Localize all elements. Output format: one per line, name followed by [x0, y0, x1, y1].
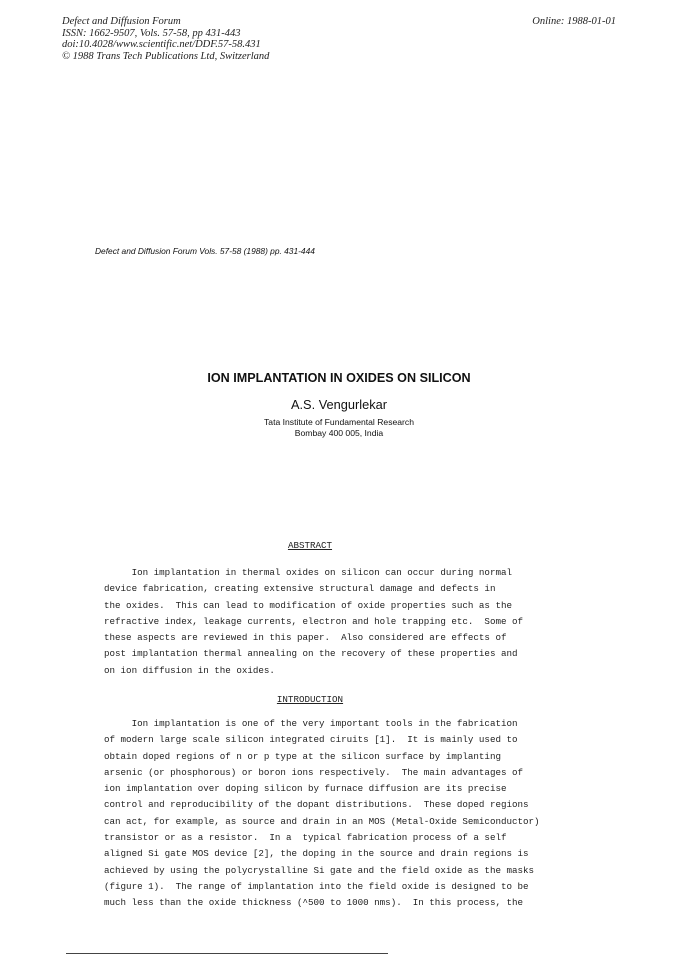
paper-title: ION IMPLANTATION IN OXIDES ON SILICON: [207, 371, 471, 385]
text-line: ion implantation over doping silicon by furnace diffusion are its precise: [104, 783, 507, 795]
text-line: can act, for example, as source and drain in an MOS (Metal-Oxide Semiconductor): [104, 815, 540, 827]
text-line: control and reproducibility of the dopant distributions. These doped regions: [104, 799, 529, 811]
text-line: aligned Si gate MOS device [2], the doping in the source and drain regions is: [104, 848, 529, 860]
footer-divider: [66, 953, 388, 954]
text-line: post implantation thermal annealing on the recovery of these properties and: [104, 648, 518, 660]
affiliation-location: Bombay 400 005, India: [294, 428, 384, 438]
text-line: on ion diffusion in the oxides.: [104, 664, 275, 676]
text-line: obtain doped regions of n or p type at the silicon surface by implanting: [104, 750, 501, 762]
author-name: A.S. Vengurlekar: [290, 397, 388, 412]
issn-line: ISSN: 1662-9507, Vols. 57-58, pp 431-443: [62, 27, 241, 39]
text-line: arsenic (or phosphorous) or boron ions respectively. The main advantages of: [104, 766, 524, 778]
doi-line[interactable]: doi:10.4028/www.scientific.net/DDF.57-58.431: [62, 39, 261, 51]
text-line: refractive index, leakage currents, electron and hole trapping etc. Some of: [104, 615, 524, 627]
journal-name: Defect and Diffusion Forum: [62, 16, 181, 27]
text-line: much less than the oxide thickness (^500 to 1000 nms). In this process, the: [104, 897, 524, 909]
author-affiliation: [0, 417, 678, 439]
text-line: transistor or as a resistor. In a typical fabrication process of a self: [104, 832, 507, 844]
text-line: (figure 1). The range of implantation into the field oxide is designed to be: [104, 880, 529, 892]
journal-reference: Defect and Diffusion Forum Vols. 57-58 (1988) pp. 431-444: [95, 246, 315, 256]
online-date: Online: 1988-01-01: [532, 16, 616, 27]
introduction-text: [104, 716, 540, 912]
affiliation-institute: Tata Institute of Fundamental Research: [264, 417, 414, 427]
abstract-text: [104, 565, 523, 679]
text-line: achieved by using the polycrystalline Si gate and the field oxide as the masks: [104, 864, 535, 876]
text-line: device fabrication, creating extensive structural damage and defects in: [104, 583, 496, 595]
abstract-heading: ABSTRACT: [287, 540, 333, 551]
copyright-line: © 1988 Trans Tech Publications Ltd, Switzerland: [62, 50, 270, 62]
text-line: the oxides. This can lead to modification of oxide properties such as the: [104, 599, 512, 611]
introduction-heading: INTRODUCTION: [276, 694, 344, 705]
text-line: these aspects are reviewed in this paper. Also considered are effects of: [104, 632, 507, 644]
publication-metadata: [62, 16, 269, 62]
text-line: Ion implantation is one of the very important tools in the fabrication: [104, 718, 518, 729]
text-line: Ion implantation in thermal oxides on silicon can occur during normal: [104, 567, 512, 578]
text-line: of modern large scale silicon integrated ciruits [1]. It is mainly used to: [104, 734, 518, 746]
